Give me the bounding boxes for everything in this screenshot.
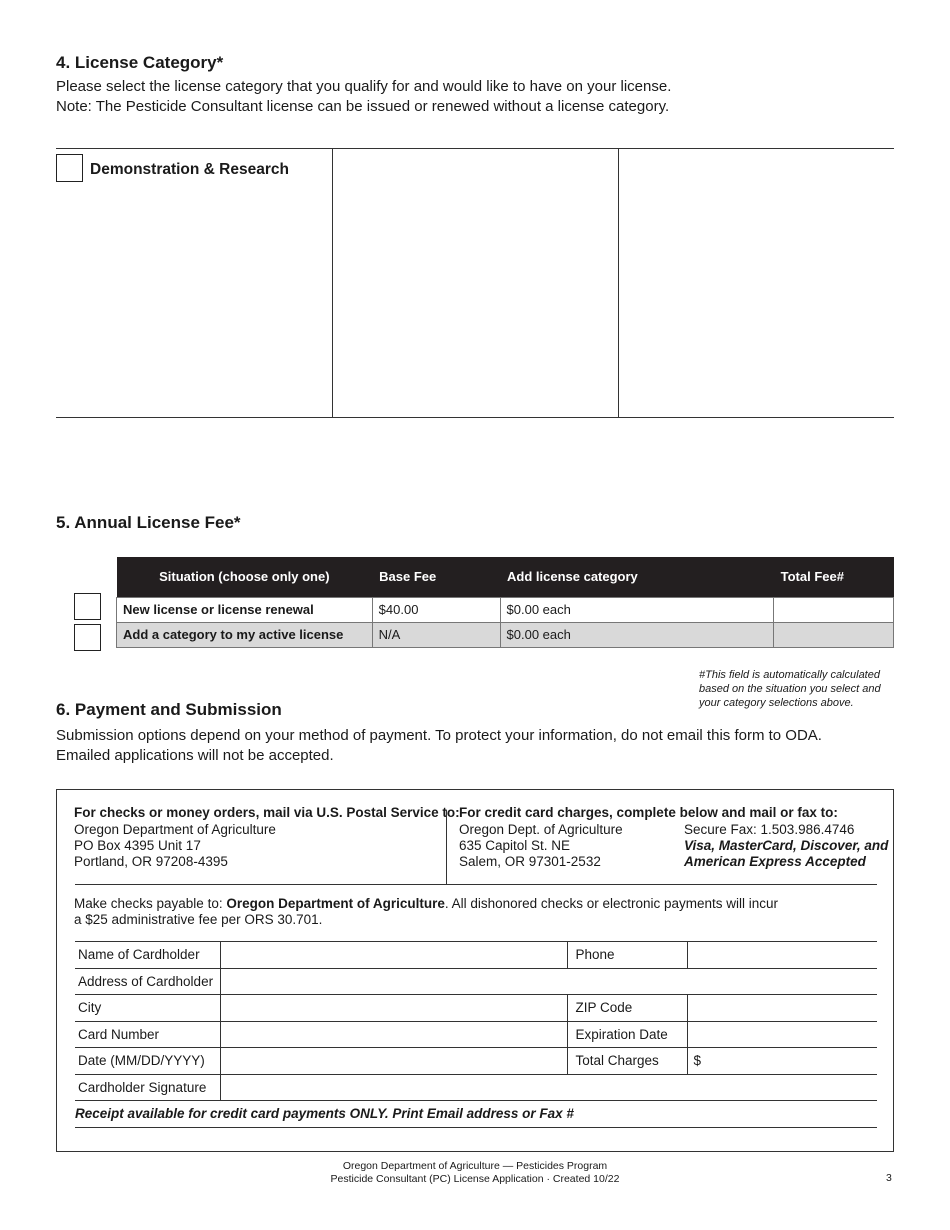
signature-field[interactable] [220, 1074, 877, 1101]
expiration-label: Expiration Date [567, 1021, 687, 1048]
section4-note: Note: The Pesticide Consultant license can be issued or renewed without a license category. [56, 98, 670, 115]
receipt-field[interactable]: Receipt available for credit card payments ONLY. Print Email address or Fax # [75, 1101, 877, 1128]
mail-heading: For checks or money orders, mail via U.S. Postal Service to: [74, 805, 460, 820]
zip-label: ZIP Code [567, 995, 687, 1022]
mail-address-line: Portland, OR 97208-4395 [74, 854, 228, 869]
footer-line: Oregon Department of Agriculture — Pesticides Program [342, 1160, 608, 1172]
fee-situation: Add a category to my active license [117, 622, 373, 647]
fee-total-field[interactable] [774, 622, 894, 647]
fee-header-add: Add license category [500, 557, 774, 597]
zip-field[interactable] [687, 995, 877, 1022]
fee-add: $0.00 each [500, 597, 774, 622]
fee-header-total: Total Fee# [774, 557, 894, 597]
fee-add: $0.00 each [500, 622, 774, 647]
footer [0, 1160, 950, 1186]
page-number: 3 [886, 1172, 892, 1184]
section4-title: 4. License Category* [56, 53, 224, 72]
admin-fee-note: a $25 administrative fee per ORS 30.701. [74, 912, 323, 927]
card-number-label: Card Number [75, 1021, 220, 1048]
total-charges-field[interactable]: $ [687, 1048, 877, 1075]
credit-address-line: Oregon Dept. of Agriculture [459, 822, 623, 837]
section4-instructions: Please select the license category that you qualify for and would like to have on your license. [56, 78, 672, 95]
section6-title: 6. Payment and Submission [56, 700, 282, 719]
table-row [117, 597, 894, 622]
category-column-divider [332, 149, 333, 417]
divider [75, 884, 877, 885]
credit-heading: For credit card charges, complete below and mail or fax to: [459, 805, 838, 820]
fee-total-field[interactable] [774, 597, 894, 622]
name-label: Name of Cardholder [75, 942, 220, 969]
category-column-divider [618, 149, 619, 417]
fee-situation: New license or license renewal [117, 597, 373, 622]
mail-address-line: PO Box 4395 Unit 17 [74, 838, 201, 853]
cardholder-address-field[interactable] [220, 968, 877, 995]
footer-line: Pesticide Consultant (PC) License Application · Created 10/22 [330, 1173, 620, 1185]
category-label: Demonstration & Research [90, 161, 289, 178]
credit-card-form [75, 941, 877, 1128]
table-row [117, 622, 894, 647]
payment-box [56, 789, 894, 1152]
section6-instructions: Submission options depend on your method of payment. To protect your information, do not email this form to ODA. [56, 727, 822, 744]
section5-title: 5. Annual License Fee* [56, 513, 241, 532]
expiration-field[interactable] [687, 1021, 877, 1048]
credit-address-line: Salem, OR 97301-2532 [459, 854, 601, 869]
license-fee-table [116, 557, 894, 648]
add-category-checkbox[interactable] [74, 624, 101, 651]
new-license-checkbox[interactable] [74, 593, 101, 620]
column-divider [446, 810, 447, 884]
total-charges-label: Total Charges [567, 1048, 687, 1075]
phone-label: Phone [567, 942, 687, 969]
credit-address-line: 635 Capitol St. NE [459, 838, 571, 853]
checks-payable: Make checks payable to: Oregon Department of Agriculture. All dishonored checks or electronic payments will incur [74, 896, 779, 911]
license-category-table [56, 148, 894, 418]
card-number-field[interactable] [220, 1021, 567, 1048]
section6-warning: Emailed applications will not be accepted. [56, 747, 334, 764]
mail-address-line: Oregon Department of Agriculture [74, 822, 276, 837]
secure-fax: Secure Fax: 1.503.986.4746 [684, 822, 855, 837]
fee-header-base: Base Fee [372, 557, 500, 597]
date-label: Date (MM/DD/YYYY) [75, 1048, 220, 1075]
date-field[interactable] [220, 1048, 567, 1075]
fee-base: $40.00 [372, 597, 500, 622]
city-field[interactable] [220, 995, 567, 1022]
fee-header-situation: Situation (choose only one) [117, 557, 373, 597]
accepted-cards: American Express Accepted [684, 854, 866, 869]
fee-base: N/A [372, 622, 500, 647]
accepted-cards: Visa, MasterCard, Discover, and [684, 838, 889, 853]
phone-field[interactable] [687, 942, 877, 969]
demonstration-research-checkbox[interactable] [56, 154, 83, 182]
cardholder-name-field[interactable] [220, 942, 567, 969]
fee-footnote: #This field is automatically calculated based on the situation you select and your category selections above. [699, 669, 881, 709]
signature-label: Cardholder Signature [75, 1074, 220, 1101]
city-label: City [75, 995, 220, 1022]
address-label: Address of Cardholder [75, 968, 220, 995]
